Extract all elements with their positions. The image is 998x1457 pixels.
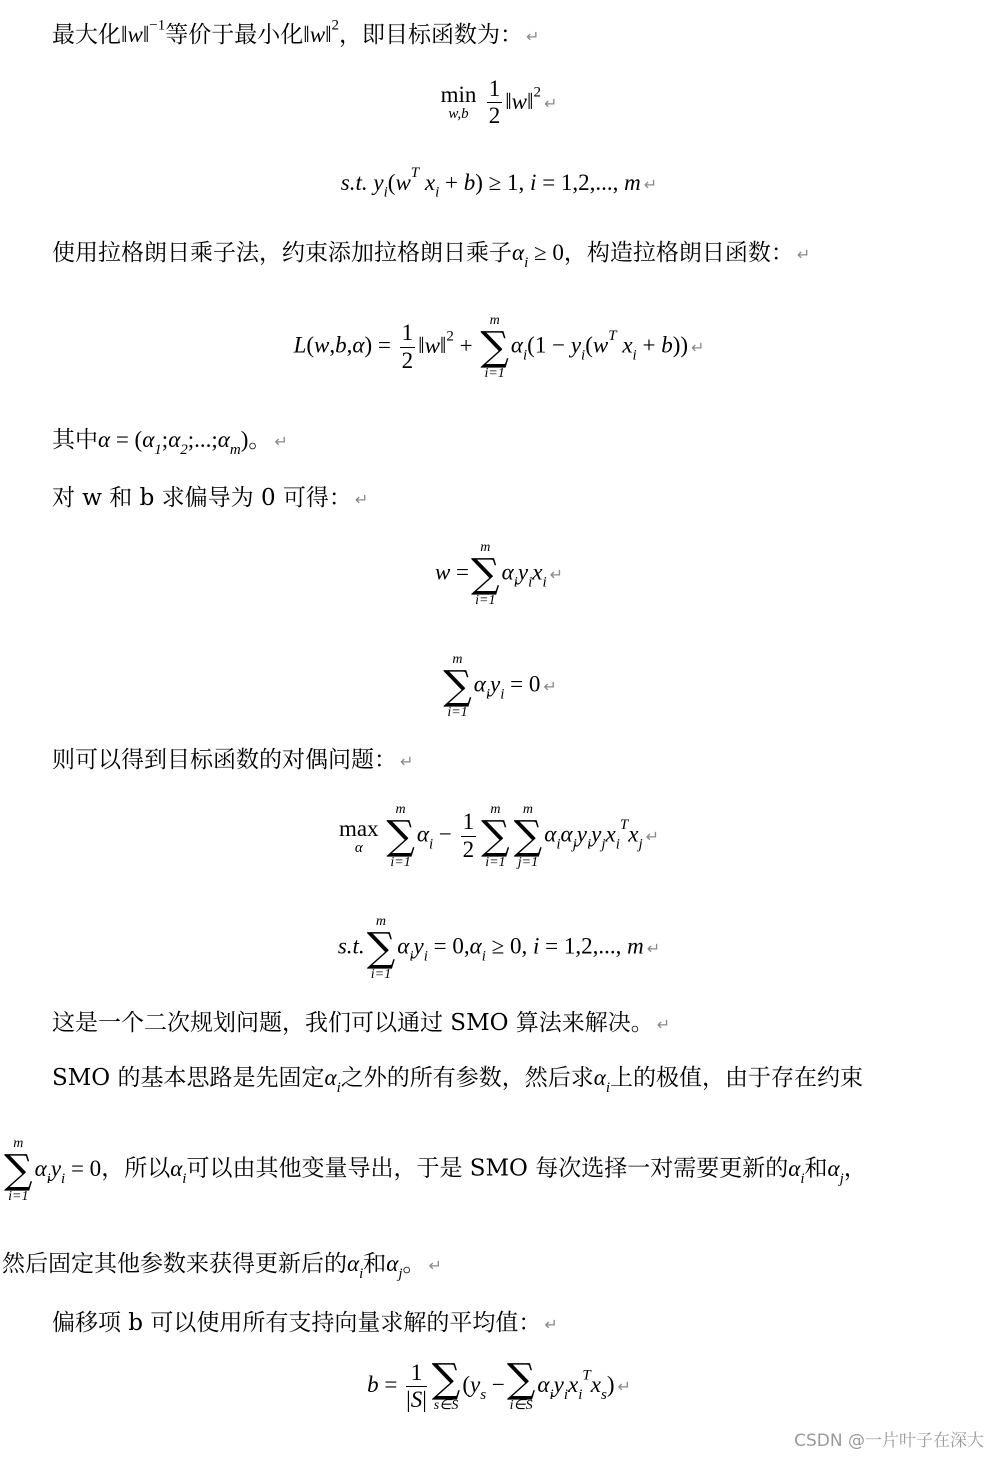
paragraph-lagrange-intro: 使用拉格朗日乘子法，约束添加拉格朗日乘子$\alpha_i \ge 0$，构造拉格朗日函数： ↵ <box>52 240 811 271</box>
csdn-watermark: CSDN @一片叶子在深大 <box>794 1431 984 1451</box>
formula-lagrangian: L(w,b,α) = $\frac{1}{2}$ ‖w‖$^2$ + m ∑ i=1 $\alpha_i(1 - y_i(w^T$ $x_i + b$)) ↵ <box>293 313 705 382</box>
paragraph-qp: 这是一个二次规划问题，我们可以通过 SMO 算法来解决。 ↵ <box>52 1010 671 1036</box>
formula-bias: b = $\frac{1}{|S|}$ ∑ s∈S ($y_s$ − ∑ i∈S $\alpha_iy_ix_i^Tx_s$) ↵ <box>367 1356 631 1414</box>
formula-w-solution: w = m ∑ i=1 $\alpha_iy_ix_i$ ↵ <box>434 540 564 609</box>
paragraph-partial-derivative: 对 w 和 b 求偏导为 0 可得： ↵ <box>52 485 369 511</box>
formula-dual-objective: max α m ∑ i=1 $\alpha_i$ − $\frac{1}{2}$ m ∑ i=1 m ∑ j=1 $\alpha_i\alpha_jy_iy_jx_i^Tx_j$ ↵ <box>338 802 660 871</box>
formula-constraint: s.t. $y_i(w^T$ $x_i + b) \ge 1$, i = 1,2,..., m ↵ <box>340 165 658 201</box>
norm-w-inverse: ‖w‖$^{-1}$ <box>121 17 166 47</box>
paragraph-objective-intro: 最大化‖w‖$^{-1}$等价于最小化‖w‖$^2$，即目标函数为： ↵ <box>52 17 540 48</box>
paragraph-smo-3: 然后固定其他参数来获得更新后的$\alpha_i$和$\alpha_j$。 ↵ <box>2 1251 442 1282</box>
norm-w-squared: ‖w‖$^2$ <box>303 17 340 47</box>
paragraph-smo-2: m ∑ i=1 $\alpha_iy_i = 0$，所以$\alpha_i$可以由其他变量导出，于是 SMO 每次选择一对需要更新的$\alpha_i$和$\alpha_j$， <box>4 1136 867 1205</box>
formula-dual-constraint: s.t. m ∑ i=1 $\alpha_iy_i = 0,\alpha_i \ge 0$, i = 1,2,..., m ↵ <box>337 914 661 983</box>
paragraph-bias-intro: 偏移项 b 可以使用所有支持向量求解的平均值： ↵ <box>52 1310 558 1336</box>
paragraph-dual-intro: 则可以得到目标函数的对偶问题： ↵ <box>52 747 414 773</box>
paragraph-smo-1: SMO 的基本思路是先固定$\alpha_i$之外的所有参数，然后求$\alpha_i$上的极值，由于存在约束 <box>52 1065 863 1096</box>
formula-min-objective: min w,b $\frac{1}{2}$ ‖w‖$^2$↵ <box>440 76 558 129</box>
paragraph-alpha-definition: 其中$\alpha = (\alpha_1;\alpha_2;...;\alpha_m)$。 ↵ <box>52 427 288 458</box>
formula-sum-constraint: m ∑ i=1 $\alpha_iy_i = 0$ ↵ <box>443 652 557 721</box>
